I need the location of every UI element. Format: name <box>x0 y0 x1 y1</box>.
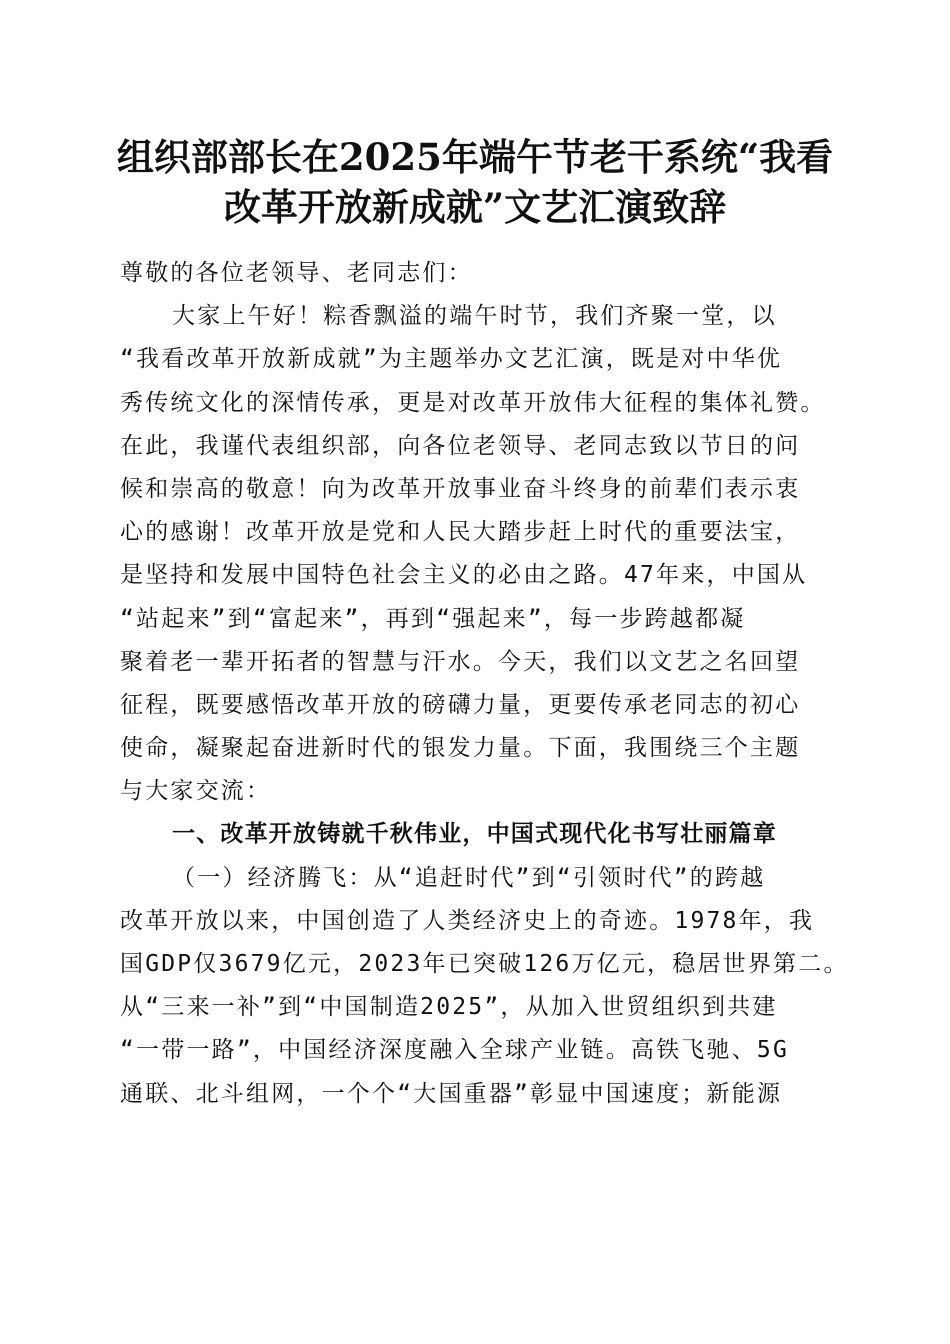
document-body <box>120 252 849 1116</box>
section-heading-1: 一、改革开放铸就千秋伟业，中国式现代化书写壮丽篇章 <box>172 821 777 848</box>
paragraph-line: 与大家交流： <box>120 778 272 805</box>
paragraph-line: 从“三来一补”到“中国制造2025”，从加入世贸组织到共建 <box>120 994 778 1021</box>
paragraph-line: 聚着老一辈开拓者的智慧与汗水。今天，我们以文艺之名回望 <box>120 648 801 675</box>
title-line-2: 改革开放新成就”文艺汇演致辞 <box>223 185 727 229</box>
paragraph-line: 改革开放以来，中国创造了人类经济史上的奇迹。1978年，我 <box>120 907 815 934</box>
paragraph-1 <box>120 295 840 813</box>
salutation: 尊敬的各位老领导、老同志们： <box>120 260 473 286</box>
paragraph-line: “一带一路”，中国经济深度融入全球产业链。高铁飞驰、5G <box>120 1037 789 1064</box>
paragraph-line: 征程，既要感悟改革开放的磅礴力量，更要传承老同志的初心 <box>120 691 801 718</box>
paragraph-line: 大家上午好！粽香飘溢的端午时节，我们齐聚一堂，以 <box>172 303 777 330</box>
paragraph-line: 候和崇高的敬意！向为改革开放事业奋斗终身的前辈们表示衷 <box>120 475 801 502</box>
paragraph-line: 国GDP仅3679亿元，2023年已突破126万亿元，稳居世界第二。 <box>120 951 849 977</box>
subsection-heading-1: （一）经济腾飞：从“追赶时代”到“引领时代”的跨越 <box>172 864 766 891</box>
paragraph-line: “我看改革开放新成就”为主题举办文艺汇演，既是对中华优 <box>120 346 783 373</box>
paragraph-line: 是坚持和发展中国特色社会主义的必由之路。47年来，中国从 <box>120 562 808 589</box>
title-line-1: 组织部部长在2025年端午节老干系统“我看 <box>116 135 834 179</box>
paragraph-2 <box>120 900 849 1116</box>
paragraph-line: 在此，我谨代表组织部，向各位老领导、老同志致以节日的问 <box>120 432 801 459</box>
paragraph-line: 通联、北斗组网，一个个“大国重器”彰显中国速度；新能源 <box>120 1080 783 1107</box>
document-title <box>95 132 855 232</box>
paragraph-line: 秀传统文化的深情传承，更是对改革开放伟大征程的集体礼赞。 <box>120 389 826 416</box>
paragraph-line: “站起来”到“富起来”，再到“强起来”，每一步跨越都凝 <box>120 605 746 632</box>
paragraph-line: 心的感谢！改革开放是党和人民大踏步赶上时代的重要法宝， <box>120 519 801 546</box>
paragraph-line: 使命，凝聚起奋进新时代的银发力量。下面，我围绕三个主题 <box>120 735 801 762</box>
